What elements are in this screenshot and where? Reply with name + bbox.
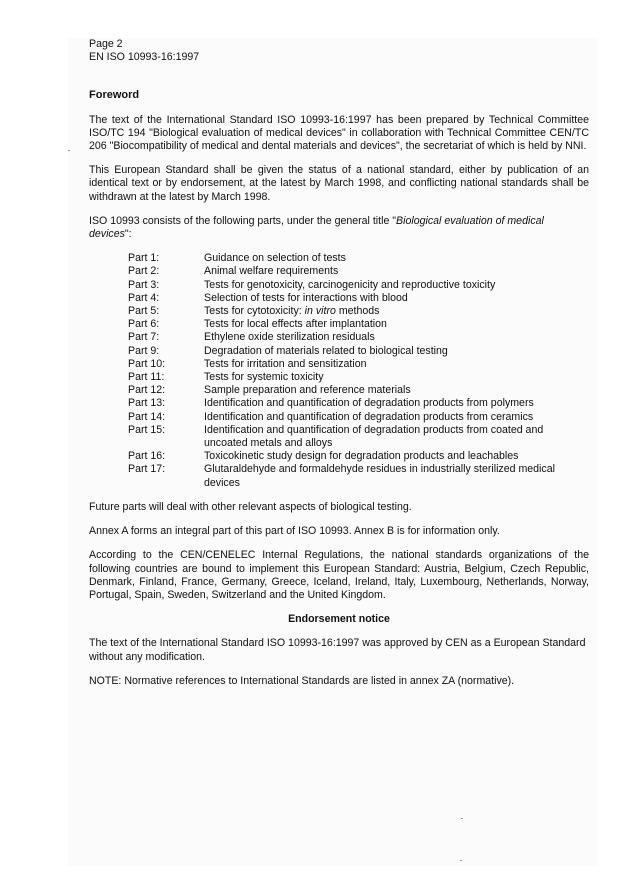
part-number: Part 4: <box>128 291 160 304</box>
part-number: Part 2: <box>128 265 160 278</box>
scan-artifact <box>461 818 463 819</box>
para3-italic-title: Biological evaluation of medical devices <box>89 214 544 241</box>
scan-artifact <box>460 860 462 861</box>
part-title-text: methods <box>335 305 380 318</box>
part-number: Part 5: <box>128 305 160 318</box>
part-title: Tests for irritation and sensitization <box>204 357 367 370</box>
part-number: Part 1: <box>128 252 160 265</box>
list-item <box>128 463 589 489</box>
part-title: Identification and quantification of degradation products from coated and uncoated metals and alloys <box>204 423 544 450</box>
annex-paragraph: Annex A forms an integral part of this part of ISO 10993. Annex B is for information only. <box>89 525 500 538</box>
list-item <box>128 318 589 331</box>
part-number: Part 11: <box>128 371 165 384</box>
document-page <box>89 38 589 688</box>
para3-suffix: ": <box>124 228 132 241</box>
foreword-paragraph-2: This European Standard shall be given the status of a national standard, either by publication of an identical text or by endorsement, at the latest by March 1998, and conflicting national standards shall be withdrawn at the latest by March 1998. <box>89 164 589 203</box>
part-number: Part 15: <box>128 423 166 436</box>
list-item <box>128 384 589 397</box>
part-title: Toxicokinetic study design for degradation products and leachables <box>204 450 519 463</box>
part-title: Glutaraldehyde and formaldehyde residues in industrially sterilized medical devices <box>204 463 555 489</box>
list-item <box>128 265 589 278</box>
page-number: Page 2 <box>89 38 123 50</box>
list-item <box>128 397 589 410</box>
part-number: Part 3: <box>128 278 160 291</box>
part-title: Degradation of materials related to biological testing <box>204 344 448 357</box>
section-title-foreword: Foreword <box>89 89 140 102</box>
part-title: Sample preparation and reference materials <box>204 384 411 397</box>
part-number: Part 12: <box>128 384 166 397</box>
list-item <box>128 424 589 450</box>
part-title <box>204 305 589 318</box>
para3-text: ISO 10993 consists of the following parts, under the general title " <box>89 214 397 227</box>
list-item <box>128 411 589 424</box>
part-title: Ethylene oxide sterilization residuals <box>204 331 375 344</box>
part-title: Tests for systemic toxicity <box>204 371 324 384</box>
part-title: Selection of tests for interactions with blood <box>204 291 408 304</box>
list-item <box>128 305 589 318</box>
standard-id: EN ISO 10993-16:1997 <box>89 51 200 64</box>
list-item <box>128 292 589 305</box>
list-item <box>128 450 589 463</box>
part-number: Part 14: <box>128 410 166 423</box>
list-item <box>128 252 589 265</box>
section-title-endorsement: Endorsement notice <box>288 613 390 626</box>
part-number: Part 16: <box>128 450 166 463</box>
normative-note: NOTE: Normative references to International Standards are listed in annex ZA (normative). <box>89 674 515 687</box>
endorsement-paragraph: The text of the International Standard ISO 10993-16:1997 was approved by CEN as a European Standard without any modification. <box>89 637 586 663</box>
foreword-paragraph-3 <box>89 215 589 241</box>
part-title: Tests for genotoxicity, carcinogenicity and reproductive toxicity <box>204 278 496 291</box>
list-item <box>128 358 589 371</box>
future-parts-paragraph: Future parts will deal with other relevant aspects of biological testing. <box>89 500 412 513</box>
part-number: Part 6: <box>128 318 160 331</box>
foreword-paragraph-1: The text of the International Standard ISO 10993-16:1997 has been prepared by Technical Committee ISO/TC 194 "Biological evaluation of medical devices" in collaboration with Technical Committee CEN/TC 206 "Biocompatibility of medical and dental materials and devices", the secretariat of which is held by NNI. <box>89 113 589 153</box>
part-title: Identification and quantification of degradation products from polymers <box>204 397 534 410</box>
part-title: Identification and quantification of degradation products from ceramics <box>204 410 534 423</box>
part-title-text: Tests for cytotoxicity: <box>204 305 305 318</box>
scan-artifact <box>68 150 70 151</box>
list-item <box>128 331 589 344</box>
parts-list <box>128 252 589 490</box>
part-number: Part 13: <box>128 397 166 410</box>
part-title: Guidance on selection of tests <box>204 252 346 265</box>
part-number: Part 9: <box>128 344 160 357</box>
part-title: Tests for local effects after implantation <box>204 318 387 331</box>
cenelec-paragraph: According to the CEN/CENELEC Internal Regulations, the national standards organizations of the following countries are bound to implement this European Standard: Austria, Belgium, Czech Republic, Denmark, Finland, France, Germany, Greece, Iceland, Ireland, Italy, Luxembourg, Netherlands, Norway, Portugal, Spain, Sweden, Switzerland and the United Kingdom. <box>89 549 589 601</box>
list-item <box>128 345 589 358</box>
part-number: Part 10: <box>128 357 166 370</box>
list-item <box>128 371 589 384</box>
part-title-italic: in vitro <box>304 305 336 318</box>
part-number: Part 7: <box>128 331 160 344</box>
list-item <box>128 279 589 292</box>
part-title: Animal welfare requirements <box>204 265 339 278</box>
part-number: Part 17: <box>128 463 166 476</box>
